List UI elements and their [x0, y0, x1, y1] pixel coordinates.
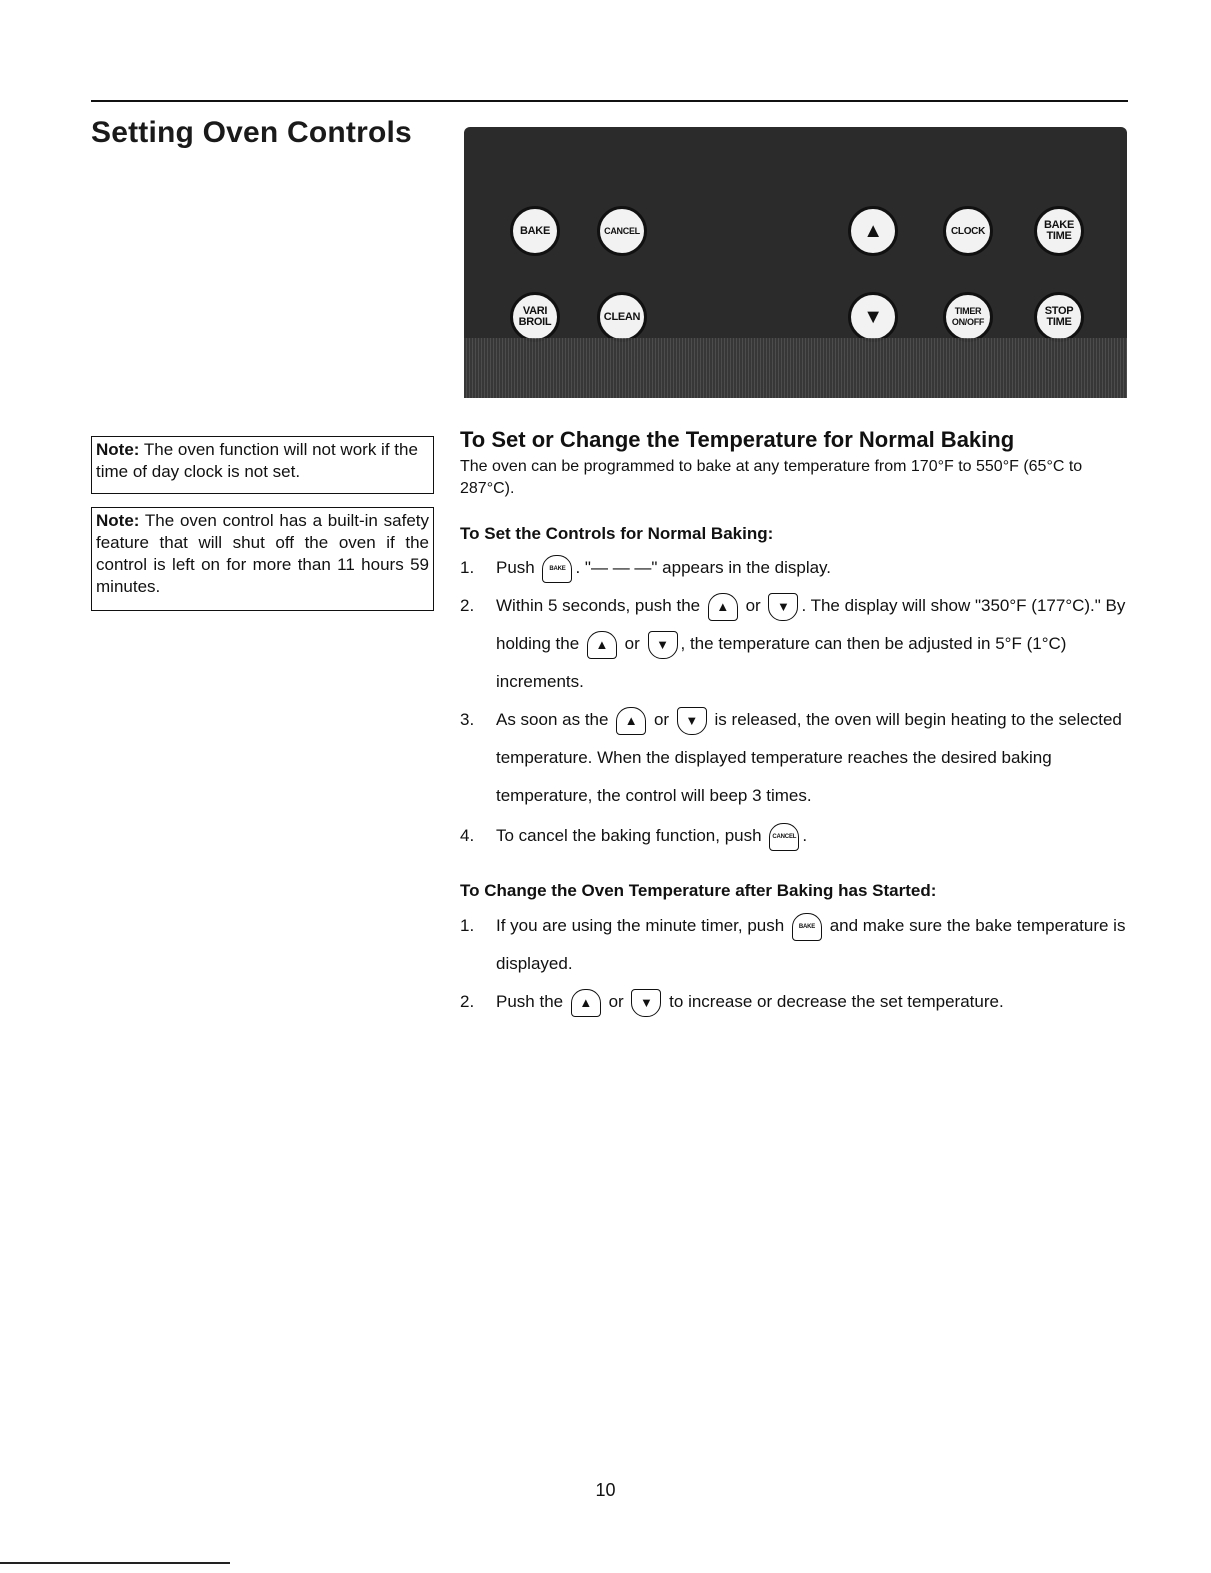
panel-texture: [464, 338, 1127, 398]
step-number: 2.: [460, 596, 475, 615]
page-title: Setting Oven Controls: [91, 116, 412, 149]
or-text: or: [624, 634, 640, 653]
step-text: . "— — —" appears in the display.: [575, 558, 832, 577]
control-panel-illustration: [464, 127, 1127, 398]
note-text: The oven function will not work if the time of day clock is not set.: [96, 440, 418, 481]
step-text: . The display will show "350°F (177°C)." By holding the: [496, 596, 1126, 653]
or-text: or: [608, 992, 624, 1011]
top-rule: [91, 100, 1128, 102]
step-text: Push: [496, 558, 535, 577]
step-text: , the temperature can then be adjusted in 5°F (1°C) increments.: [496, 634, 1067, 691]
bake-key-icon: BAKE: [542, 555, 572, 583]
change-step-1: [460, 907, 1128, 983]
up-arrow-icon: ▲: [848, 206, 898, 256]
note-label: Note:: [96, 440, 140, 459]
cancel-key-icon: CANCEL: [769, 823, 799, 851]
step-number: 3.: [460, 710, 475, 729]
down-key-icon: ▼: [648, 631, 678, 659]
note-text: The oven control has a built-in safety feature that will shut off the oven if the control is left on for more than 11 hours 59 minutes.: [96, 511, 429, 596]
step-text: Within 5 seconds, push the: [496, 596, 701, 615]
step-text: If you are using the minute timer, push: [496, 916, 785, 935]
step-text: To cancel the baking function, push: [496, 826, 762, 845]
vari-broil-button-illustration: VARI BROIL: [510, 292, 560, 342]
section-intro: The oven can be programmed to bake at any temperature from 170°F to 550°F (65°C to 287°C).: [460, 458, 1083, 497]
up-key-icon: ▲: [587, 631, 617, 659]
down-key-icon: ▼: [631, 989, 661, 1017]
stop-time-button-illustration: STOP TIME: [1034, 292, 1084, 342]
normal-step-4: [460, 817, 1128, 855]
normal-baking-heading: To Set the Controls for Normal Baking:: [460, 524, 774, 543]
page-number: 10: [595, 1480, 616, 1500]
up-key-icon: ▲: [616, 707, 646, 735]
note-clock: [91, 436, 434, 494]
step-number: 1.: [460, 558, 475, 577]
up-key-icon: ▲: [571, 989, 601, 1017]
change-temperature-heading: To Change the Oven Temperature after Baking has Started:: [460, 881, 937, 900]
step-text: and make sure the bake temperature is displayed.: [496, 916, 1126, 973]
or-text: or: [653, 710, 670, 729]
bake-key-icon: BAKE: [792, 913, 822, 941]
clock-button-illustration: CLOCK: [943, 206, 993, 256]
down-key-icon: ▼: [677, 707, 707, 735]
step-number: 1.: [460, 916, 475, 935]
normal-step-2: [460, 587, 1128, 701]
timer-on-off-button-illustration: TIMER ON/OFF: [943, 292, 993, 342]
change-step-2: [460, 983, 1128, 1021]
note-safety: [91, 507, 434, 611]
bake-time-button-illustration: BAKE TIME: [1034, 206, 1084, 256]
step-number: 2.: [460, 992, 475, 1011]
step-text: As soon as the: [496, 710, 609, 729]
section-heading: To Set or Change the Temperature for Normal Baking: [460, 427, 1015, 452]
step-text: to increase or decrease the set temperature.: [669, 992, 1004, 1011]
normal-step-3: [460, 701, 1128, 815]
up-key-icon: ▲: [708, 593, 738, 621]
cancel-button-illustration: CANCEL: [597, 206, 647, 256]
note-label: Note:: [96, 511, 140, 530]
bake-button-illustration: BAKE: [510, 206, 560, 256]
step-text: is released, the oven will begin heating to the selected temperature. When the displayed temperature reaches the desired baking temperature, the control will beep 3 times.: [496, 710, 1122, 805]
or-text: or: [745, 596, 761, 615]
step-text: Push the: [496, 992, 564, 1011]
footer-rule: [0, 1562, 230, 1564]
step-text: .: [802, 826, 808, 845]
clean-button-illustration: CLEAN: [597, 292, 647, 342]
down-key-icon: ▼: [768, 593, 798, 621]
down-arrow-icon: ▼: [848, 292, 898, 342]
normal-step-1: [460, 549, 1128, 587]
step-number: 4.: [460, 826, 475, 845]
